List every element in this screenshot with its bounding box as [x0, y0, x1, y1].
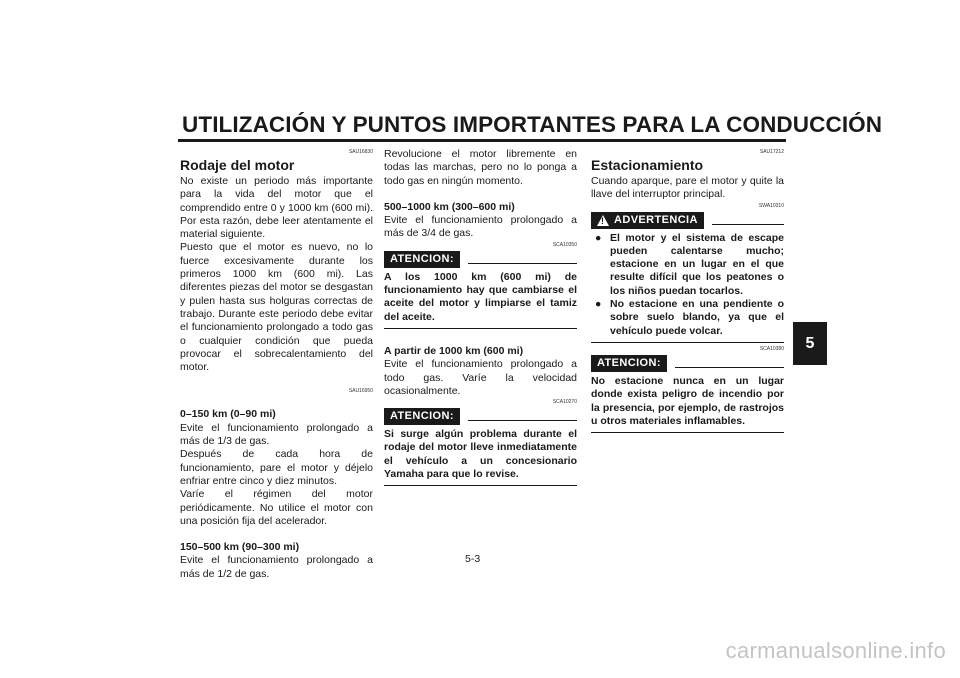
notice-badge: ATENCION:: [591, 355, 667, 372]
notice-text: No estacione nunca en un lugar donde exista peligro de incendio por la presencia, por ejemplo, de rastrojos u otros materiales inflamables.: [591, 375, 784, 433]
section-heading-break-in: Rodaje del motor: [180, 157, 295, 173]
watermark: carmanualsonline.info: [725, 638, 946, 663]
column-3: [591, 148, 784, 433]
notice-rule: [675, 367, 784, 368]
subheading: A partir de 1000 km (600 mi): [384, 344, 524, 357]
notice-header: [384, 408, 577, 425]
warning-bullet: ● No estacione en una pendiente o sobre suelo blando, ya que el vehículo puede volcar.: [591, 298, 784, 338]
warning-rule: [712, 224, 784, 225]
bullet-dot-icon: ●: [595, 298, 602, 311]
paragraph: Evite el funcionamiento prolongado a más de 1/2 de gas.: [180, 554, 373, 580]
section-heading-parking: Estacionamiento: [591, 157, 704, 173]
paragraph: Cuando aparque, pare el motor y quite la llave del interruptor principal.: [591, 175, 784, 201]
subheading: 0–150 km (0–90 mi): [180, 408, 276, 421]
page-number: 5-3: [465, 553, 481, 565]
warning-label: ADVERTENCIA: [614, 213, 698, 226]
column-1: [180, 148, 373, 581]
warning-header: [591, 212, 784, 229]
section-code: SAU17212: [759, 149, 784, 155]
warning-badge: [591, 212, 704, 229]
column-2: [384, 148, 577, 486]
notice-text: Si surge algún problema durante el rodaje del motor lleve inmediatamente el vehículo a un concesionario Yamaha para que lo revise.: [384, 428, 577, 486]
warning-bullet: ● El motor y el sistema de escape pueden calentarse mucho; estacione en un lugar en el que resulte difícil que los peatones o los niños puedan tocarlos.: [591, 232, 784, 298]
paragraph: Evite el funcionamiento prolongado a todo gas. Varíe la velocidad ocasionalmente.: [384, 358, 577, 397]
notice-code: SCA10380: [759, 345, 784, 352]
paragraph: Varíe el régimen del motor periódicamente. No utilice el motor con una posición fija del acelerador.: [180, 488, 373, 527]
notice-code: SCA10270: [552, 399, 577, 406]
warning-triangle-icon: !: [597, 215, 609, 226]
chapter-tab[interactable]: 5: [793, 322, 827, 365]
subheading: 150–500 km (90–300 mi): [180, 541, 300, 554]
notice-header: [591, 355, 784, 372]
section-code: SAU16830: [348, 149, 373, 155]
paragraph: Revolucione el motor libremente en todas las marchas, pero no lo ponga a todo gas en ningún momento.: [384, 148, 577, 187]
warning-code: SWA10310: [758, 202, 784, 209]
subheading: 500–1000 km (300–600 mi): [384, 200, 515, 213]
notice-badge: ATENCION:: [384, 408, 460, 425]
paragraph: Después de cada hora de funcionamiento, pare el motor y déjelo enfriar entre cinco y diez minutos.: [180, 448, 373, 487]
notice-rule: [468, 263, 577, 264]
paragraph: Evite el funcionamiento prolongado a más de 3/4 de gas.: [384, 214, 577, 240]
header-rule: [178, 139, 786, 142]
notice-header: [384, 251, 577, 268]
section-code: SAU16950: [348, 388, 373, 395]
page-header-title: UTILIZACIÓN Y PUNTOS IMPORTANTES PARA LA CONDUCCIÓN: [182, 112, 883, 137]
paragraph: Puesto que el motor es nuevo, no lo fuerce excesivamente durante los primeros 1000 km (600 mi). Las diferentes piezas del motor se desgastan y pulen hasta sus holguras correctas de trabajo. Durante este periodo debe evitar el funcionamiento prolongado a todo gas o cualquier condición que pueda provocar el sobrecalentamiento del motor.: [180, 241, 373, 374]
paragraph: No existe un periodo más importante para la vida del motor que el comprendido entre 0 y 1000 km (600 mi). Por esta razón, debe leer atentamente el material siguiente.: [180, 175, 373, 241]
paragraph: Evite el funcionamiento prolongado a más de 1/3 de gas.: [180, 421, 373, 448]
notice-text: A los 1000 km (600 mi) de funcionamiento hay que cambiarse el aceite del motor y limpiarse el tamiz del aceite.: [384, 271, 577, 329]
notice-rule: [468, 420, 577, 421]
bullet-dot-icon: ●: [595, 231, 602, 244]
notice-badge: ATENCION:: [384, 251, 460, 268]
warning-text: [591, 232, 784, 343]
notice-code: SCA10350: [552, 241, 577, 248]
